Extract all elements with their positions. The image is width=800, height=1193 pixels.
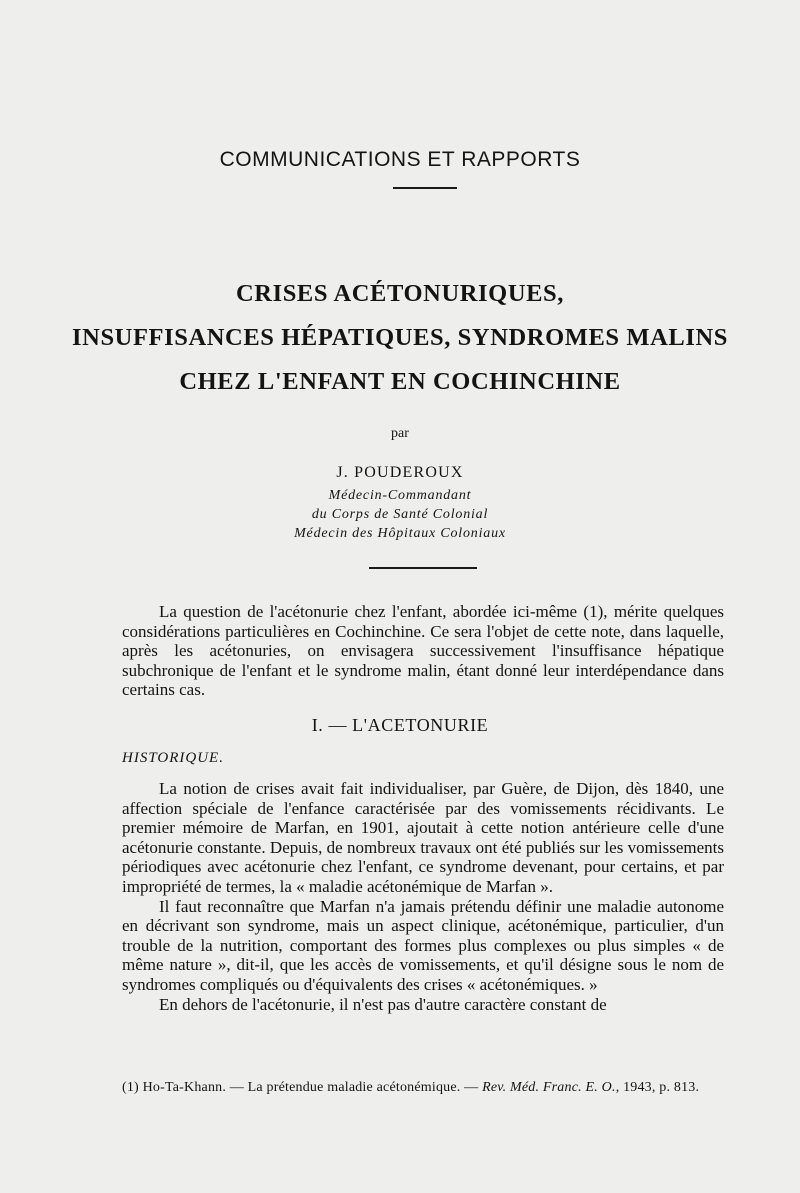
- article-title-line-2: INSUFFISANCES HÉPATIQUES, SYNDROMES MALINS: [72, 324, 728, 351]
- footnote-journal: Rev. Méd. Franc. E. O.: [482, 1080, 616, 1095]
- section-header: COMMUNICATIONS ET RAPPORTS: [219, 148, 581, 171]
- intro-text: La question de l'acétonurie chez l'enfant, abordée ici-même (1), mérite quelques considérations particulières en Cochinchine. Ce sera l'objet de cette note, dans laquelle, après les acétonuries, on envisagera successivement l'insuffisance hépatique subchronique de l'enfant et le syndrome malin, étant donné leur interdépendance dans certains cas.: [122, 602, 724, 700]
- paragraph-2: Il faut reconnaître que Marfan n'a jamais prétendu définir une maladie autonome en décrivant son syndrome, mais un aspect clinique, acétonémique, particulier, d'un trouble de la nutrition, comportant des formes plus complexes ou plus simples « de même nature », dit-il, que les accès de vomissements, et qu'il désigne sous le nom de syndromes compliqués ou d'équivalents des crises « acétonémiques. »: [122, 896, 724, 994]
- author-affiliation-1: Médecin-Commandant: [328, 488, 472, 503]
- footnote-tail: , 1943, p. 813.: [615, 1080, 700, 1095]
- article-title-line-1: CRISES ACÉTONURIQUES,: [235, 280, 565, 307]
- byline-par: par: [391, 426, 409, 441]
- intro-paragraph: [122, 602, 724, 700]
- article-title-line-3: CHEZ L'ENFANT EN COCHINCHINE: [179, 368, 621, 395]
- header-rule: [393, 187, 457, 189]
- paragraph-3: En dehors de l'acétonurie, il n'est pas d'autre caractère constant de: [159, 994, 607, 1014]
- byline-rule: [369, 567, 477, 569]
- author-affiliation-2: du Corps de Santé Colonial: [311, 507, 489, 522]
- section-heading: I. — L'ACETONURIE: [311, 715, 489, 735]
- footnote: [122, 1078, 724, 1098]
- body-text: [122, 779, 724, 1014]
- paragraph-1: La notion de crises avait fait individualiser, par Guère, de Dijon, dès 1840, une affection spéciale de l'enfance caractérisée par des vomissements récidivants. Le premier mémoire de Marfan, en 1901, ajoutait à cette notion antérieure celle d'une acétonurie constante. Depuis, de nombreux travaux ont été publiés sur les vomissements périodiques avec acétonurie chez l'enfant, ce syndrome devenant, pour certains, et par impropriété de termes, la « maladie acétonémique de Marfan ».: [122, 779, 724, 896]
- footnote-text: (1) Ho-Ta-Khann. — La prétendue maladie acétonémique. —: [122, 1080, 479, 1095]
- author-name: J. POUDEROUX: [336, 464, 464, 481]
- subsection-heading: HISTORIQUE.: [122, 750, 224, 766]
- author-affiliation-3: Médecin des Hôpitaux Coloniaux: [294, 526, 506, 541]
